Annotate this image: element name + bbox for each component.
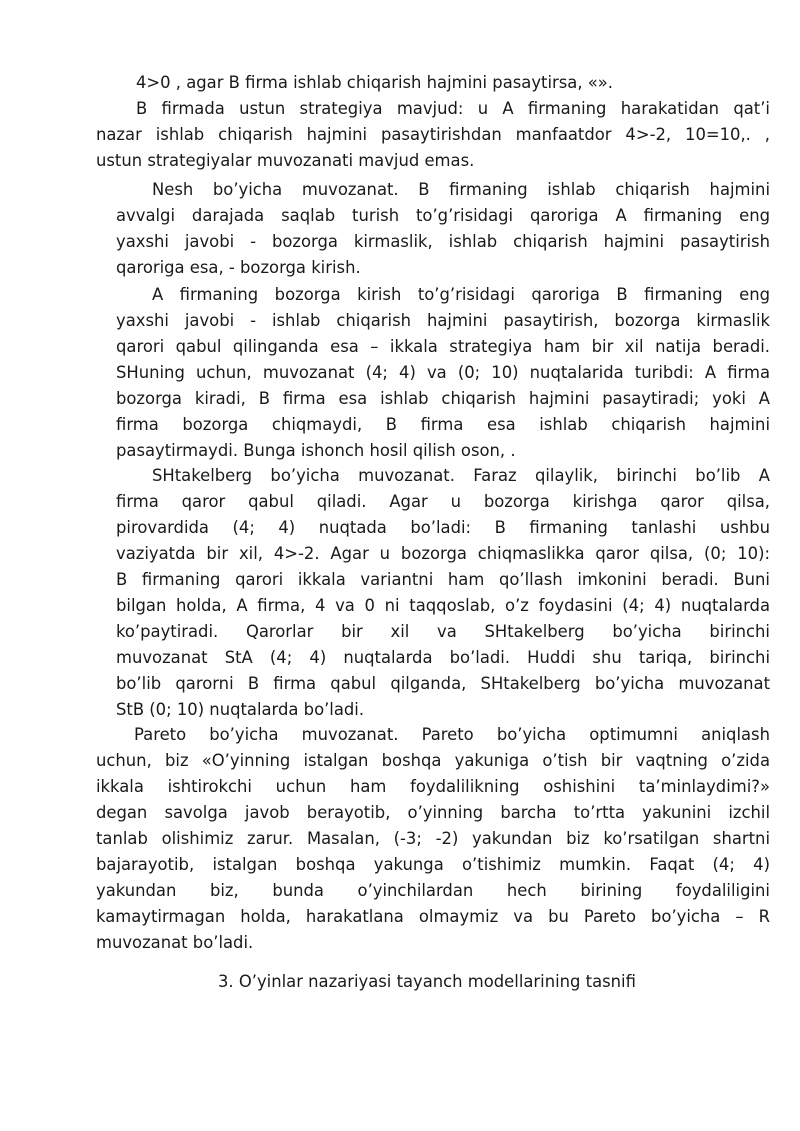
- text-line: StB (0; 10) nuqtalarda bo’ladi.: [116, 700, 365, 719]
- text-line: tanlab olishimiz zarur. Masalan, (-3; -2) yakundan biz ko’rsatilgan shartni: [96, 829, 770, 848]
- text-line: vaziyatda bir xil, 4>-2. Agar u bozorga chiqmaslikka qaror qilsa, (0; 10):: [116, 544, 770, 563]
- text-line: muvozanat StA (4; 4) nuqtalarda bo’ladi. Huddi shu tariqa, birinchi: [116, 648, 770, 667]
- text-line: bajarayotib, istalgan boshqa yakunga o’tishimiz mumkin. Faqat (4; 4): [96, 855, 770, 874]
- text-line: B firmada ustun strategiya mavjud: u A firmaning harakatidan qat’i: [136, 99, 770, 118]
- text-line: uchun, biz «O’yinning istalgan boshqa yakuniga o’tish bir vaqtning o’zida: [96, 751, 770, 770]
- text-line: nazar ishlab chiqarish hajmini pasaytirishdan manfaatdor 4>-2, 10=10,. ,: [96, 125, 770, 144]
- text-line: pirovardida (4; 4) nuqtada bo’ladi: B firmaning tanlashi ushbu: [116, 518, 770, 537]
- text-line: ko’paytiradi. Qarorlar bir xil va SHtakelberg bo’yicha birinchi: [116, 622, 770, 641]
- text-line: yaxshi javobi - bozorga kirmaslik, ishlab chiqarish hajmini pasaytirish: [116, 232, 770, 251]
- text-line: SHuning uchun, muvozanat (4; 4) va (0; 10) nuqtalarida turibdi: A firma: [116, 363, 770, 382]
- section-heading: 3. O’yinlar nazariyasi tayanch modellarining tasnifi: [218, 972, 636, 991]
- text-line: pasaytirmaydi. Bunga ishonch hosil qilish oson, .: [116, 441, 516, 460]
- text-line: Nesh bo’yicha muvozanat. B firmaning ishlab chiqarish hajmini: [152, 180, 770, 199]
- text-line: degan savolga javob berayotib, o’yinning barcha to’rtta yakunini izchil: [96, 803, 770, 822]
- text-line: yaxshi javobi - ishlab chiqarish hajmini pasaytirish, bozorga kirmaslik: [116, 311, 770, 330]
- text-line: bozorga kiradi, B firma esa ishlab chiqarish hajmini pasaytiradi; yoki A: [116, 389, 770, 408]
- text-line: SHtakelberg bo’yicha muvozanat. Faraz qilaylik, birinchi bo’lib A: [152, 466, 770, 485]
- text-line: muvozanat bo’ladi.: [96, 933, 254, 952]
- text-line: firma qaror qabul qiladi. Agar u bozorga kirishga qaror qilsa,: [116, 492, 770, 511]
- text-line: Pareto bo’yicha muvozanat. Pareto bo’yicha optimumni aniqlash: [134, 725, 770, 744]
- text-line: qarori qabul qilinganda esa – ikkala strategiya ham bir xil natija beradi.: [116, 337, 770, 356]
- text-line: bo’lib qarorni B firma qabul qilganda, SHtakelberg bo’yicha muvozanat: [116, 674, 770, 693]
- text-line: B firmaning qarori ikkala variantni ham qo’llash imkonini beradi. Buni: [116, 570, 770, 589]
- text-line: yakundan biz, bunda o’yinchilardan hech birining foydaliligini: [96, 881, 770, 900]
- text-line: 4>0 , agar B firma ishlab chiqarish hajmini pasaytirsa, «».: [136, 73, 614, 92]
- text-line: bilgan holda, A firma, 4 va 0 ni taqqoslab, o’z foydasini (4; 4) nuqtalarda: [116, 596, 770, 615]
- text-line: ustun strategiyalar muvozanati mavjud emas.: [96, 151, 475, 170]
- text-line: kamaytirmagan holda, harakatlana olmaymiz va bu Pareto bo’yicha – R: [96, 907, 770, 926]
- text-line: ikkala ishtirokchi uchun ham foydalilikning oshishini ta’minlaydimi?»: [96, 777, 770, 796]
- text-line: A firmaning bozorga kirish to’g’risidagi qaroriga B firmaning eng: [152, 285, 770, 304]
- text-line: avvalgi darajada saqlab turish to’g’risidagi qaroriga A firmaning eng: [116, 206, 770, 225]
- text-line: firma bozorga chiqmaydi, B firma esa ishlab chiqarish hajmini: [116, 415, 770, 434]
- text-line: qaroriga esa, - bozorga kirish.: [116, 258, 361, 277]
